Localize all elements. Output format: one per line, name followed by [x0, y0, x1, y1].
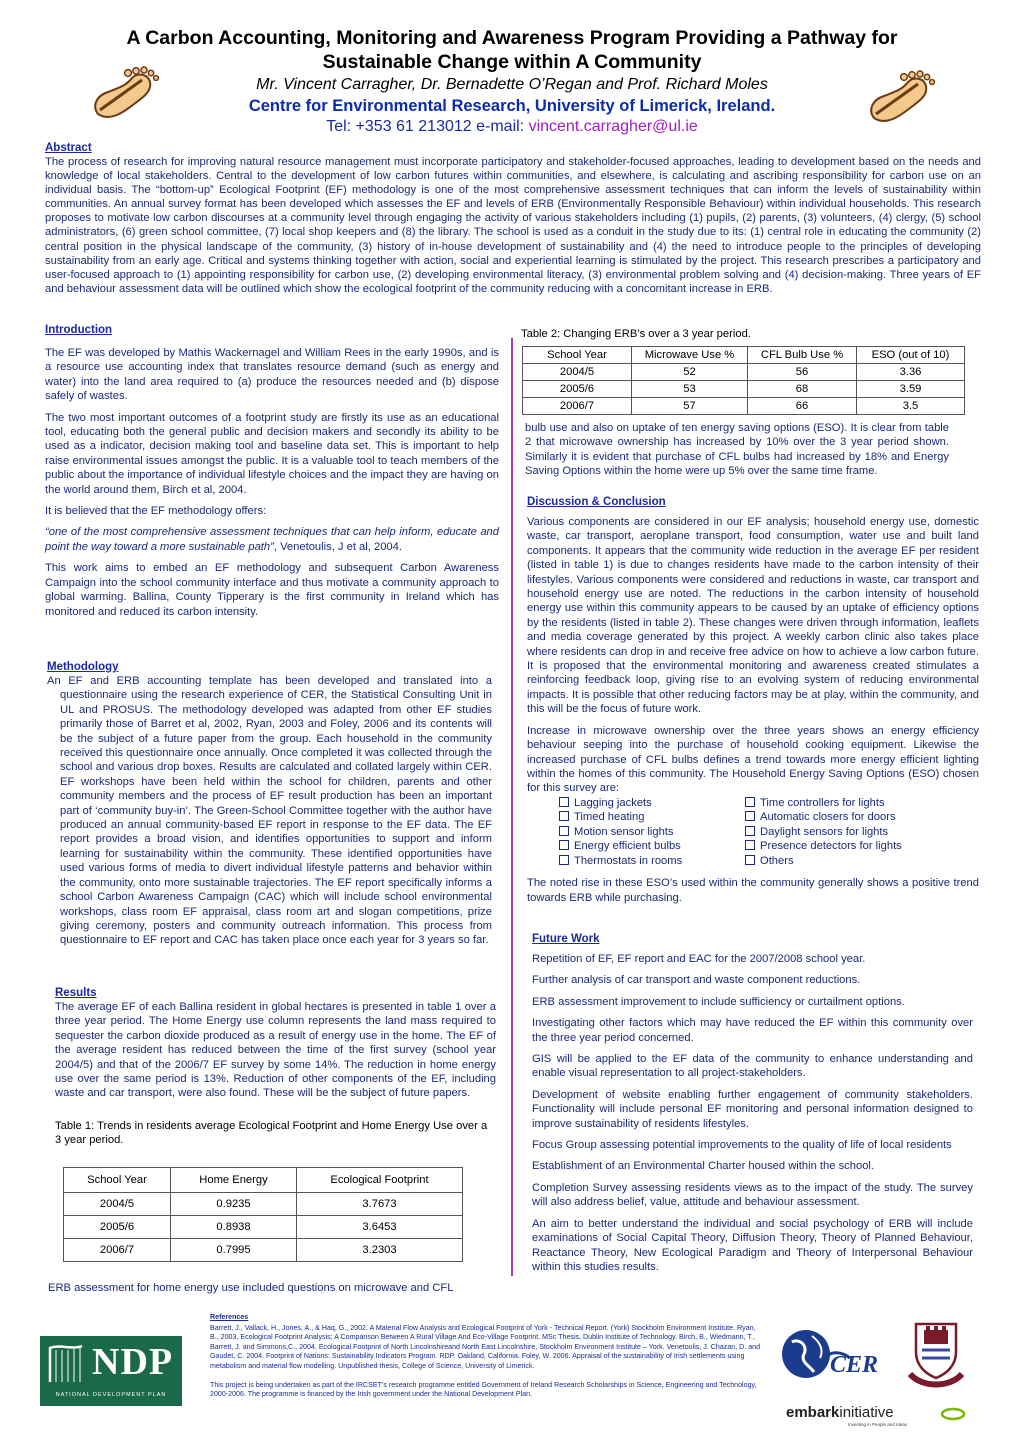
- methodology-section: [47, 661, 492, 948]
- methodology-heading: Methodology: [47, 661, 119, 673]
- table2-cell: 3.5: [857, 398, 965, 415]
- table2-cell: 2006/7: [523, 398, 632, 415]
- eso-list: [559, 796, 979, 869]
- abstract-section: [45, 142, 981, 296]
- discussion-section: [527, 496, 979, 905]
- list-item: Lagging jackets: [559, 796, 745, 811]
- table2: [522, 346, 965, 415]
- institution: Centre for Environmental Research, University of Limerick, Ireland.: [248, 97, 776, 115]
- checkbox-icon: [559, 811, 569, 821]
- table2-cell: 56: [748, 364, 857, 381]
- harp-icon: [46, 1342, 86, 1386]
- checkbox-icon: [745, 797, 755, 807]
- table1-cell: 2005/6: [64, 1216, 171, 1239]
- quote-text: “one of the most comprehensive assessment techniques that can help inform, educate and point the way toward a more sustainable path”: [45, 526, 499, 553]
- table1-cell: 0.7995: [171, 1239, 297, 1262]
- discussion-paragraph: Increase in microwave ownership over the three years shows an energy efficiency behaviour seeping into the purchase of household cooking equipment. Likewise the increased purchase of CFL bulbs defines a trend towards more energy efficient lighting within the homes of this community. The Household Energy Saving Options (ESO) chosen for this survey are:: [527, 724, 979, 795]
- table2-cell: 3.59: [857, 381, 965, 398]
- cer-text: CER: [830, 1352, 879, 1378]
- table2-discussion: [525, 421, 949, 479]
- abstract-heading: Abstract: [45, 142, 92, 154]
- erb-note: ERB assessment for home energy use included questions on microwave and CFL: [48, 1282, 454, 1294]
- intro-paragraph: The EF was developed by Mathis Wackernagel and William Rees in the early 1990s, and is a resource use accounting index that translates resource demand (such as energy and water) into the land area required to (a) produce the resources needed and (b) dispose safely of wastes.: [45, 347, 499, 403]
- cer-logo: [780, 1328, 884, 1384]
- future-item: An aim to better understand the individual and social psychology of ERB will include examinations of Social Capital Theory, Diffusion Theory, Theory of Planned Behaviour, Reactance Theory, New Ecological Paradigm and Theory of Interpersonal Behaviour within this studies results.: [532, 1217, 973, 1273]
- future-work-heading: Future Work: [532, 933, 600, 945]
- future-item: Development of website enabling further engagement of community stakeholders. Functionality will include personal EF monitoring and personal information designed to improve sustainability of residents lifestyles.: [532, 1088, 973, 1130]
- references-heading: References: [210, 1313, 249, 1321]
- checkbox-icon: [559, 826, 569, 836]
- table-row: [64, 1239, 463, 1262]
- list-item: Motion sensor lights: [559, 825, 745, 840]
- poster-title: A Carbon Accounting, Monitoring and Awareness Program Providing a Pathway for Sustainable Change within A Community: [126, 27, 898, 73]
- introduction-section: [45, 324, 499, 626]
- table1-cell: 2006/7: [64, 1239, 171, 1262]
- quote-citation: , Venetoulis, J et al, 2004.: [273, 540, 402, 553]
- table2-cell: 2005/6: [523, 381, 632, 398]
- introduction-heading: Introduction: [45, 324, 113, 336]
- table-row: [64, 1193, 463, 1216]
- table1-header: Home Energy: [171, 1168, 297, 1193]
- abstract-text: The process of research for improving natural resource management must incorporate participatory and stakeholder-focused approaches, leading to development based on the needs and knowledge of local stakeholders. Central to the development of low carbon futures within communities, and elsewhere, is calculating and ascribing responsibility for carbon use on an individual basis. The “bottom-up” Ecological Footprint (EF) methodology is one of the most comprehensive assessment techniques that can inform the levels of sustainability within communities. An annual survey format has been developed which assesses the EF and levels of ERB (Environmentally Responsible Behaviour) within individual households. This research proposes to motivate low carbon discourses at a community level through engaging the activity of various stakeholders including (1) pupils, (2) parents, (3) volunteers, (4) clergy, (5) school administrators, (6) green school committee, (7) local shop keepers and (8) the library. The school is used as a conduit in the study due to its: (1) central role in educating the community (2) central position in the physical landscape of the community, (3) history of in-house development of sustainability and (4) the need to introduce people to the principles of developing sustainability from an early age. Critical and systems thinking together with action, social and experiential learning is stimulated by the project. This research prescribes a participatory and user-focused approach to (1) appointing responsibility for carbon use, (2) developing environmental literacy, (3) environmental problem solving and (4) decision-making. Three years of EF and behaviour assessment data will be outlined which show the ecological footprint of the community reducing with a concomitant increase in ERB.: [45, 156, 981, 295]
- intro-quote: [45, 525, 499, 554]
- table1-caption: Table 1: Trends in residents average Ecological Footprint and Home Energy Use over a 3 year period.: [55, 1119, 488, 1147]
- table2-cell: 57: [632, 398, 748, 415]
- checkbox-icon: [745, 855, 755, 865]
- list-item: Others: [745, 854, 945, 869]
- references-text: Barrett, J., Vallack, H., Jones, A., & Haq, G., 2002. A Material Flow Analysis and Ecological Footprint of York - Technical Report. (York) Stockholm Environment Institute. Ryan, B., 2003, Ecological Footprint Analysis; A Comparison Between A Rural Village And Eco-Village Footprint. MSc Thesis, Dublin Institute of Technology. Birch, B., Wiedmann, T., Barrett, J. and Simmons,C., 2004, Ecological Footprint of North Lincolnshireand North East Lincolnshire, Stockholm Environment Institute – York. Venetoulis, J. Chazan, D. and Gaudet, C. 2004. Footprint of Nations: Sustainability Indicators Program. RDP. Oakland, California. Foley, W. 2006. Appraisal of the sustainability of Irish settlements using metabolism and material flow modelling. Unpublished thesis, College of Science, University of Limerick.: [210, 1323, 761, 1370]
- contact-prefix: Tel: +353 61 213012 e-mail:: [326, 118, 529, 135]
- table2-cell: 53: [632, 381, 748, 398]
- embark-subtitle: Investing in People and Ideas: [848, 1422, 908, 1427]
- list-item: Time controllers for lights: [745, 796, 945, 811]
- table-row: [523, 364, 965, 381]
- table2-cell: 3.36: [857, 364, 965, 381]
- table1-cell: 2004/5: [64, 1193, 171, 1216]
- future-work-section: [532, 933, 973, 1281]
- list-item: Automatic closers for doors: [745, 810, 945, 825]
- table2-header: ESO (out of 10): [857, 347, 965, 364]
- list-item: Thermostats in rooms: [559, 854, 745, 869]
- table2-after-text: bulb use and also on uptake of ten energy saving options (ESO). It is clear from table 2 that microwave ownership has increased by 10% over the 3 year period shown. Similarly it is evident that purchase of CFL bulbs had increased by 18% and Energy Saving Options within the home were up 5% over the same time frame.: [525, 422, 949, 478]
- table-row: [523, 381, 965, 398]
- ndp-subtitle: NATIONAL DEVELOPMENT PLAN: [55, 1392, 167, 1398]
- checkbox-icon: [745, 826, 755, 836]
- list-item: Timed heating: [559, 810, 745, 825]
- table2-header: Microwave Use %: [632, 347, 748, 364]
- checkbox-icon: [559, 840, 569, 850]
- table2-header: School Year: [523, 347, 632, 364]
- table2-header: CFL Bulb Use %: [748, 347, 857, 364]
- checkbox-icon: [745, 811, 755, 821]
- references-section: [210, 1313, 765, 1400]
- future-item: GIS will be applied to the EF data of the community to enhance understanding and enable visual representation to all project-stakeholders.: [532, 1053, 973, 1080]
- methodology-text: An EF and ERB accounting template has been developed and translated into a questionnaire using the research experience of CER, the Statistical Consulting Unit in UL and PROSUS. The methodology developed was adapted from other EF studies primarily those of Barret et al, 2002, Ryan, 2003 and Foley, 2006 and its contents will be the subject of a future paper from the group. Each household in the community received this questionnaire once annually. Once completed it was collected through the school and various drop boxes. Results are calculated and collated largely within CER. EF workshops have been held within the school for children, parents and other community members and the process of EF result production has been an important part of ‘community buy-in’. The Green-School Committee together with the author have produced an annual community-based EF report in response to the EF data. The EF report provides a broad vision, and identifies opportunities to support and inform learning for sustainability within the community. These identified opportunities have used various forms of media to divert individual lifestyle patterns and behavior within the community, onto more sustainable trajectories. The EF report specifically informs a school Carbon Awareness Campaign (CAC) which will include school environmental workshops, class room EF appraisal, class room art and slogan competitions, prize giving ceremony, posters and community outreach information. This process from questionnaire to EF report and CAC has taken place once each year for 3 years so far.: [47, 675, 492, 947]
- future-item: Establishment of an Environmental Charter housed within the school.: [532, 1160, 875, 1173]
- ndp-logo: [40, 1336, 182, 1406]
- email-link[interactable]: vincent.carragher@ul.ie: [528, 118, 698, 135]
- discussion-heading: Discussion & Conclusion: [527, 496, 666, 508]
- embark-swirl-icon: [940, 1407, 966, 1421]
- table2-cell: 2004/5: [523, 364, 632, 381]
- embark-text-bold: embark: [786, 1404, 840, 1421]
- list-item: Daylight sensors for lights: [745, 825, 945, 840]
- table-row: [523, 398, 965, 415]
- funding-note: This project is being undertaken as part of the IRCSET’s research programme entitled Government of Ireland Research Scholarships in Science, Engineering and Technology, 2000-2006. The programme is financed by the Irish government under the National Development Plan.: [210, 1380, 757, 1399]
- table1-header: School Year: [64, 1168, 171, 1193]
- contact-line: [40, 118, 984, 136]
- table1-cell: 0.9235: [171, 1193, 297, 1216]
- column-divider: [511, 338, 513, 1276]
- table2-cell: 66: [748, 398, 857, 415]
- future-item: Repetition of EF, EF report and EAC for the 2007/2008 school year.: [532, 953, 866, 965]
- future-item: ERB assessment improvement to include sufficiency or curtailment options.: [532, 995, 905, 1008]
- future-item: Further analysis of car transport and waste component reductions.: [532, 974, 861, 987]
- table1-cell: 0.8938: [171, 1216, 297, 1239]
- embark-logo: [786, 1404, 976, 1436]
- table1-header: Ecological Footprint: [297, 1168, 463, 1193]
- future-item: Completion Survey assessing residents views as to the impact of the study. The survey will also address belief, value, attitude and behaviour assessment.: [532, 1181, 973, 1209]
- future-item: Focus Group assessing potential improvements to the quality of life of local residents: [532, 1139, 952, 1152]
- checkbox-icon: [559, 797, 569, 807]
- table1-cell: 3.7673: [297, 1193, 463, 1216]
- university-crest-icon: [904, 1318, 968, 1390]
- table2-cell: 52: [632, 364, 748, 381]
- table2-cell: 68: [748, 381, 857, 398]
- list-item: Presence detectors for lights: [745, 839, 945, 854]
- intro-paragraph: This work aims to embed an EF methodology and subsequent Carbon Awareness Campaign into the school community interface and thus motivate a community approach to global warming. Ballina, County Tipperary is the first community in Ireland which has monitored and reduced its carbon intensity.: [45, 562, 499, 618]
- table1-cell: 3.2303: [297, 1239, 463, 1262]
- table1-cell: 3.6453: [297, 1216, 463, 1239]
- table2-caption: Table 2: Changing ERB’s over a 3 year period.: [521, 328, 751, 340]
- results-section: [55, 987, 496, 1148]
- intro-paragraph: The two most important outcomes of a footprint study are firstly its use as an educational tool, educating both the general public and decision makers and secondly its ability to be used as a indicator, decision making tool and baseline data set. This is important to help raise environmental issues amongst the public. It is a valuable tool to teach members of the public about the importance of individual lifestyle choices and the impact they are having on the world around them, Birch et al, 2004.: [45, 411, 499, 496]
- authors: Mr. Vincent Carragher, Dr. Bernadette O’Regan and Prof. Richard Moles: [256, 76, 768, 93]
- discussion-paragraph: Various components are considered in our EF analysis; household energy use, domestic waste, car transport, aeroplane transport, food consumption, water use and built land components. It appears that the community wide reduction in the average EF per resident (listed in table 1) is due to changes residents have made to the carbon intensity of their lifestyles. Various components were considered and reductions in waste, car transport and household energy use are noted. The reductions in the carbon intensity of household energy use within this community appears to be caused by an uptake of efficiency options by the residents (listed in table 2). These changes were driven through information, leaflets and media coverage generated by this project. A weekly carbon clinic also takes place where residents can drop in and receive free advice on how to achieve a low carbon future. It is proposed that the environmental monitoring and awareness created stimulates a reinforcing feedback loop, giving rise to an evolving system of reducing environmental impacts. It is possible that other reducing factors may be at play, within the community, and this will be the focus of future work.: [527, 516, 979, 716]
- intro-paragraph: It is believed that the EF methodology offers:: [45, 505, 267, 518]
- table-row: [64, 1216, 463, 1239]
- checkbox-icon: [559, 855, 569, 865]
- discussion-paragraph: The noted rise in these ESO’s used within the community generally shows a positive trend towards ERB while purchasing.: [527, 877, 979, 904]
- list-item: Energy efficient bulbs: [559, 839, 745, 854]
- embark-text: initiative: [839, 1404, 894, 1421]
- ndp-text: NDP: [92, 1341, 174, 1383]
- checkbox-icon: [745, 840, 755, 850]
- table1: [63, 1167, 463, 1262]
- results-heading: Results: [55, 987, 97, 999]
- results-text: The average EF of each Ballina resident in global hectares is presented in table 1 over a three year period. The Home Energy use column represents the land mass required to sequester the carbon dioxide produced as a result of energy use in the home. The EF of the average resident has reduced between the time of the first survey (school year 2004/5) and that of the 2006/7 EF survey by some 14%. The reduction in home energy use over the same period is 13%. Reduction of other components of the EF, including waste and car transport, were also found. These will be the subject of future papers.: [55, 1001, 496, 1100]
- future-item: Investigating other factors which may have reduced the EF within this community over the three year period concerned.: [532, 1017, 973, 1044]
